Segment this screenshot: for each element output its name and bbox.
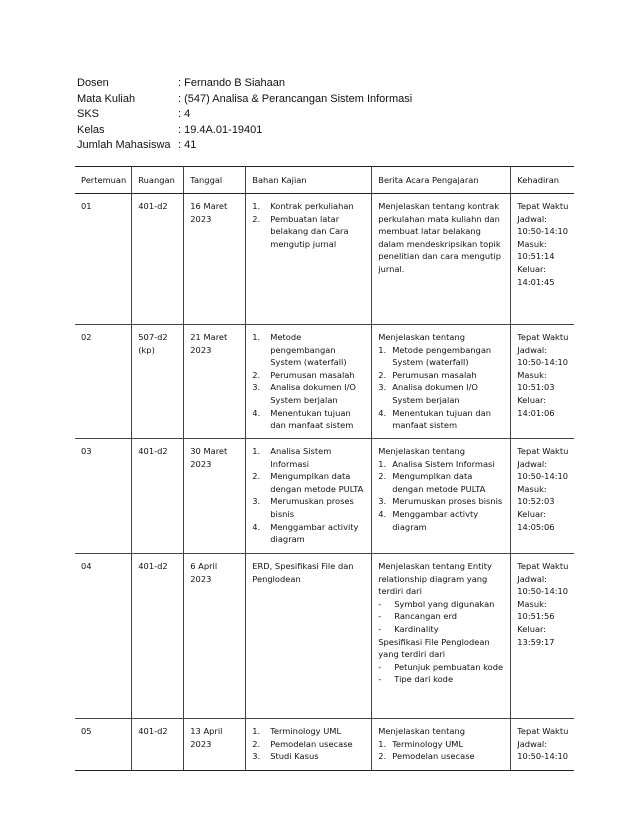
col-header-bahan: Bahan Kajian [246, 167, 372, 194]
cell-kehadiran: Tepat Waktu Jadwal: 10:50-14:10 Masuk: 10:52:03 Keluar: 14:05:06 [511, 439, 574, 554]
jumlah-value: : 41 [178, 139, 197, 152]
cell-bahan [246, 554, 372, 719]
cell-tanggal: 16 Maret 2023 [184, 194, 246, 325]
cell-kehadiran: Tepat Waktu Jadwal: 10:50-14:10 [511, 719, 574, 771]
table-row [75, 439, 574, 554]
list-item: 3. Studi Kasus [252, 751, 319, 762]
cell-kehadiran: Tepat Waktu Jadwal: 10:50-14:10 Masuk: 10:51:14 Keluar: 14:01:45 [511, 194, 574, 325]
bahan-list [252, 200, 366, 250]
berita-intro: Menjelaskan tentang Entity relationship diagram yang terdiri dari [378, 561, 492, 597]
berita-list [378, 458, 505, 534]
cell-bahan [246, 719, 372, 771]
col-header-berita: Berita Acara Pengajaran [372, 167, 511, 194]
list-item: 1. Terminology UML [252, 726, 342, 736]
berita-dash-list [378, 598, 505, 636]
list-item: - Tipe dari kode [378, 674, 454, 685]
berita-intro: Menjelaskan tentang [378, 726, 466, 736]
list-item: 1. Terminology UML [378, 738, 464, 749]
table-header-row [75, 167, 574, 194]
cell-kehadiran: Tepat Waktu Jadwal: 10:50-14:10 Masuk: 10:51:56 Keluar: 13:59:17 [511, 554, 574, 719]
berita-list [378, 738, 505, 763]
col-header-kehadiran: Kehadiran [511, 167, 574, 194]
cell-berita [372, 325, 511, 439]
cell-bahan [246, 325, 372, 439]
table-row [75, 325, 574, 439]
table-row [75, 194, 574, 325]
cell-tanggal: 21 Maret 2023 [184, 325, 246, 439]
cell-ruangan: 401-d2 [132, 719, 184, 771]
cell-berita [372, 719, 511, 771]
list-item: 3. Analisa dokumen I/O System berjalan [378, 382, 478, 405]
sks-label: SKS [77, 108, 100, 121]
list-item: 2. Mengumplkan data dengan metode PULTA [252, 471, 364, 494]
list-item: 1. Analisa Sistem Informasi [252, 446, 332, 469]
list-item: 4. Menggambar activity diagram [252, 521, 359, 545]
cell-kehadiran: Tepat Waktu Jadwal: 10:50-14:10 Masuk: 10:51:03 Keluar: 14:01:06 [511, 325, 574, 439]
cell-ruangan: 507-d2 (kp) [132, 325, 184, 439]
kelas-label: Kelas [77, 123, 105, 136]
berita-dash-list [378, 661, 505, 686]
col-header-ruangan: Ruangan [132, 167, 184, 194]
header-row-jumlah [77, 138, 412, 154]
berita-intro: Menjelaskan tentang [378, 332, 466, 342]
matkul-value: : (547) Analisa & Perancangan Sistem Informasi [178, 92, 413, 105]
header-row-sks [77, 107, 412, 123]
list-item: 2. Pemodelan usecase [252, 738, 353, 749]
list-item: 1. Analisa Sistem Informasi [378, 458, 495, 469]
course-header [77, 76, 412, 154]
list-item: - Rancangan erd [378, 611, 457, 622]
list-item: 3. Merumuskan proses bisnis [252, 496, 354, 519]
bahan-list [252, 725, 366, 763]
table-row [75, 554, 574, 719]
sks-value: : 4 [178, 108, 191, 121]
list-item: - Symbol yang digunakan [378, 598, 495, 609]
list-item: 4. Menentukan tujuan dan manfaat sistem [252, 407, 354, 431]
dosen-label: Dosen [77, 77, 109, 89]
list-item: 2. Mengumplkan data dengan metode PULTA [378, 471, 486, 494]
list-item: 2. Perumusan masalah [378, 369, 477, 380]
cell-tanggal: 13 April 2023 [184, 719, 246, 771]
berita-intro: Menjelaskan tentang [378, 446, 466, 456]
cell-pertemuan: 04 [75, 554, 132, 719]
cell-berita [372, 554, 511, 719]
cell-pertemuan: 03 [75, 439, 132, 554]
list-item: 2. Pemodelan usecase [378, 751, 475, 762]
attendance-table [75, 166, 574, 771]
list-item: 1. Metode pengembangan System (waterfall) [378, 344, 492, 368]
list-item: 2. Perumusan masalah [252, 369, 355, 380]
list-item: 4. Menentukan tujuan dan manfaat sistem [378, 407, 491, 431]
cell-ruangan: 401-d2 [132, 194, 184, 325]
list-item: 1. Kontrak perkuliahan [252, 201, 354, 211]
list-item: 4. Menggambar activty diagram [378, 508, 479, 532]
bahan-text: ERD, Spesifikasi File dan Penglodean [252, 561, 354, 584]
cell-pertemuan: 02 [75, 325, 132, 439]
berita-text: Menjelaskan tentang kontrak perkulahan mata kuliahn dan membuat latar belakang dalam mendeskripsikan topik penelitian dan cara mengutip jurnal. [378, 201, 501, 274]
header-row-matkul [77, 92, 412, 108]
cell-berita [372, 439, 511, 554]
header-row-kelas [77, 123, 412, 139]
cell-ruangan: 401-d2 [132, 439, 184, 554]
list-item: - Kardinality [378, 623, 439, 634]
berita-list [378, 344, 505, 432]
cell-berita [372, 194, 511, 325]
list-item: 3. Analisa dokumen I/O System berjalan [252, 382, 356, 405]
matkul-label: Mata Kuliah [77, 92, 136, 105]
cell-pertemuan: 05 [75, 719, 132, 771]
cell-tanggal: 30 Maret 2023 [184, 439, 246, 554]
list-item: 2. Pembuatan latar belakang dan Cara mengutip jurnal [252, 213, 349, 249]
bahan-list [252, 445, 366, 546]
cell-bahan [246, 194, 372, 325]
cell-ruangan: 401-d2 [132, 554, 184, 719]
cell-bahan [246, 439, 372, 554]
table-row [75, 719, 574, 771]
berita-mid: Spesifikasi File Penglodean yang terdiri dari [378, 636, 490, 660]
kelas-value: : 19.4A.01-19401 [178, 123, 263, 136]
col-header-pertemuan: Pertemuan [75, 167, 132, 194]
col-header-tanggal: Tanggal [184, 167, 246, 194]
header-row-dosen [77, 76, 412, 92]
list-item: 3. Merumuskan proses bisnis [378, 496, 503, 507]
cell-tanggal: 6 April 2023 [184, 554, 246, 719]
cell-pertemuan: 01 [75, 194, 132, 325]
jumlah-label: Jumlah Mahasiswa [77, 139, 171, 152]
bahan-list [252, 331, 366, 432]
list-item: - Petunjuk pembuatan kode [378, 661, 504, 672]
list-item: 1. Metode pengembangan System (waterfall) [252, 332, 347, 368]
dosen-value: : Fernando B Siahaan [178, 77, 286, 89]
